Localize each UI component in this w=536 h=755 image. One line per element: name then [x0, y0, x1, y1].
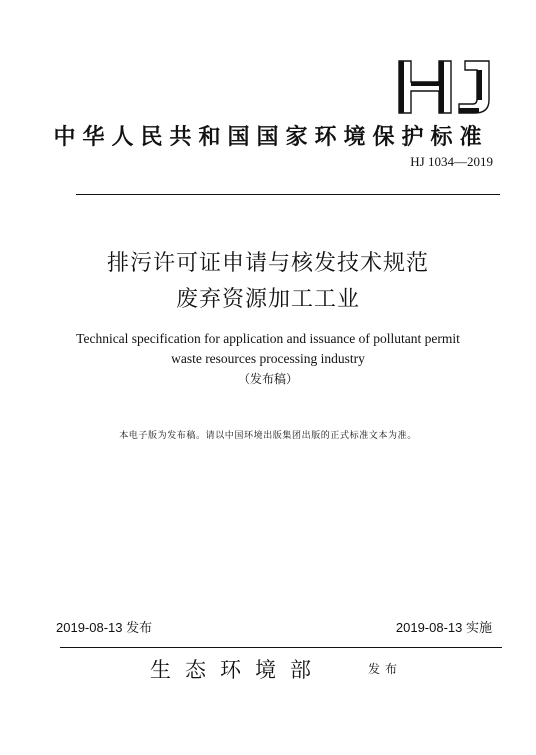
bottom-divider	[60, 647, 502, 648]
implementation-date: 2019-08-13 实施	[395, 620, 492, 635]
publish-label: 发布	[368, 662, 403, 676]
electronic-version-notice: 本电子版为发布稿。请以中国环境出版集团出版的正式标准文本为准。	[119, 431, 417, 441]
hj-logo-icon	[395, 58, 495, 118]
hj-logo	[395, 58, 495, 118]
standard-number: HJ 1034—2019	[410, 154, 493, 169]
issuing-ministry: 生态环境部	[150, 658, 325, 682]
english-title-line2: waste resources processing industry	[171, 351, 365, 366]
chinese-title-line2: 废弃资源加工工业	[175, 287, 360, 312]
issue-date: 2019-08-13 发布	[56, 620, 153, 635]
draft-note: （发布稿）	[237, 372, 298, 386]
standard-title: 中华人民共和国国家环境保护标准	[53, 125, 489, 150]
english-title-line1: Technical specification for application and issuance of pollutant permit	[76, 331, 460, 346]
top-divider	[76, 194, 500, 195]
chinese-title-line1: 排污许可证申请与核发技术规范	[106, 251, 429, 276]
